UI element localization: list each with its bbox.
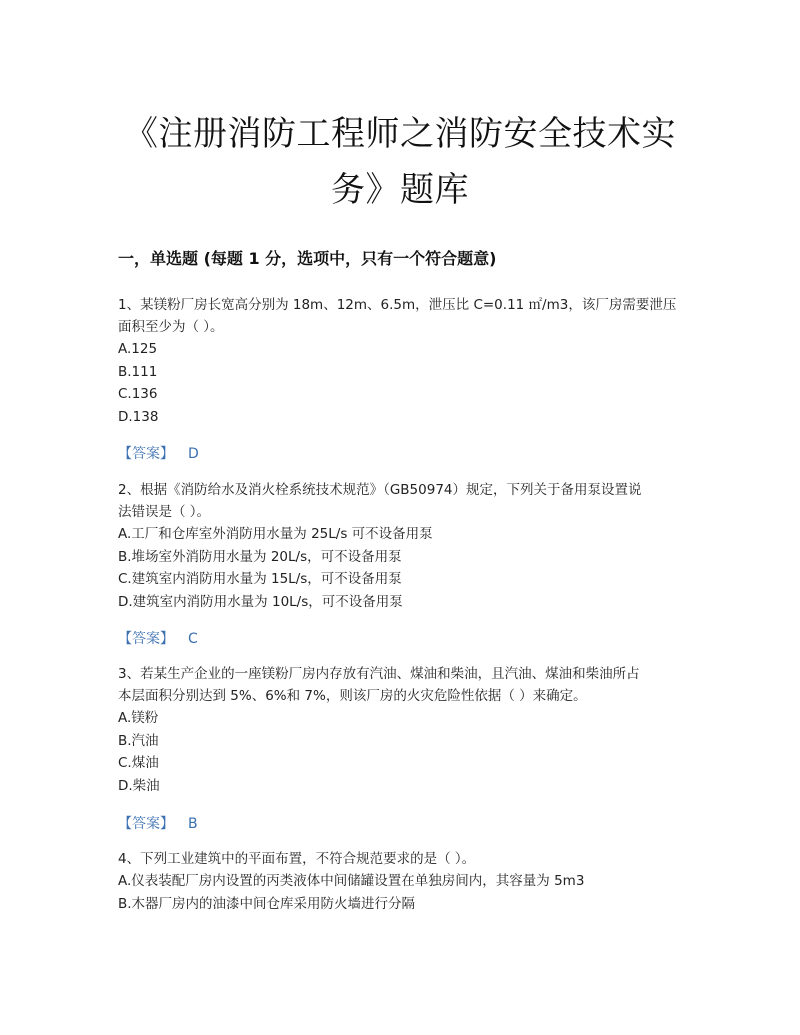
question-text: 2、根据《消防给水及消火栓系统技术规范》（GB50974）规定，下列关于备用泵设置说 [118,482,642,498]
document-title [100,106,700,218]
question-text: 面积至少为（ ）。 [118,319,224,335]
section-heading: 一，单选题 (每题 1 分，选项中，只有一个符合题意) [118,249,497,268]
question-text: 1、某镁粉厂房长宽高分别为 18m、12m、6.5m，泄压比 C=0.11 ㎡/m3，该厂房需要泄压 [118,297,677,313]
question-text: 本层面积分别达到 5%、6%和 7%，则该厂房的火灾危险性依据（ ）来确定。 [118,688,587,704]
option-a: A.镁粉 [118,710,159,726]
question-text: 4、下列工业建筑中的平面布置，不符合规范要求的是（ ）。 [118,851,476,867]
option-a: A.仪表装配厂房内设置的丙类液体中间储罐设置在单独房间内，其容量为 5m3 [118,873,585,889]
answer-label: 【答案】 [118,446,174,462]
question-4 [118,848,688,915]
answer-1 [118,443,688,463]
answer-label: 【答案】 [118,631,174,647]
option-d: D.建筑室内消防用水量为 10L/s，可不设备用泵 [118,593,403,610]
answer-value: C [188,631,198,647]
title-line-1: 《注册消防工程师之消防安全技术实 [124,114,676,154]
option-c: C.煤油 [118,755,159,771]
question-1 [118,294,688,428]
option-c: C.136 [118,386,158,402]
question-text: 3、若某生产企业的一座镁粉厂房内存放有汽油、煤油和柴油，且汽油、煤油和柴油所占 [118,666,640,682]
option-a: A.工厂和仓库室外消防用水量为 25L/s 可不设备用泵 [118,526,433,542]
option-a: A.125 [118,341,158,357]
question-3 [118,663,688,797]
answer-label: 【答案】 [118,816,174,832]
question-2 [118,479,688,613]
answer-value: B [188,816,198,832]
answer-value: D [188,446,199,462]
option-c: C.建筑室内消防用水量为 15L/s，可不设备用泵 [118,571,402,587]
answer-3 [118,813,688,833]
option-d: D.柴油 [118,777,160,794]
answer-2 [118,628,688,648]
option-d: D.138 [118,408,159,425]
option-b: B.111 [118,363,158,380]
option-b: B.汽油 [118,732,159,749]
title-line-2: 务》题库 [331,170,469,210]
option-b: B.木器厂房内的油漆中间仓库采用防火墙进行分隔 [118,895,416,912]
question-text: 法错误是（ ）。 [118,504,211,520]
option-b: B.堆场室外消防用水量为 20L/s，可不设备用泵 [118,548,402,565]
